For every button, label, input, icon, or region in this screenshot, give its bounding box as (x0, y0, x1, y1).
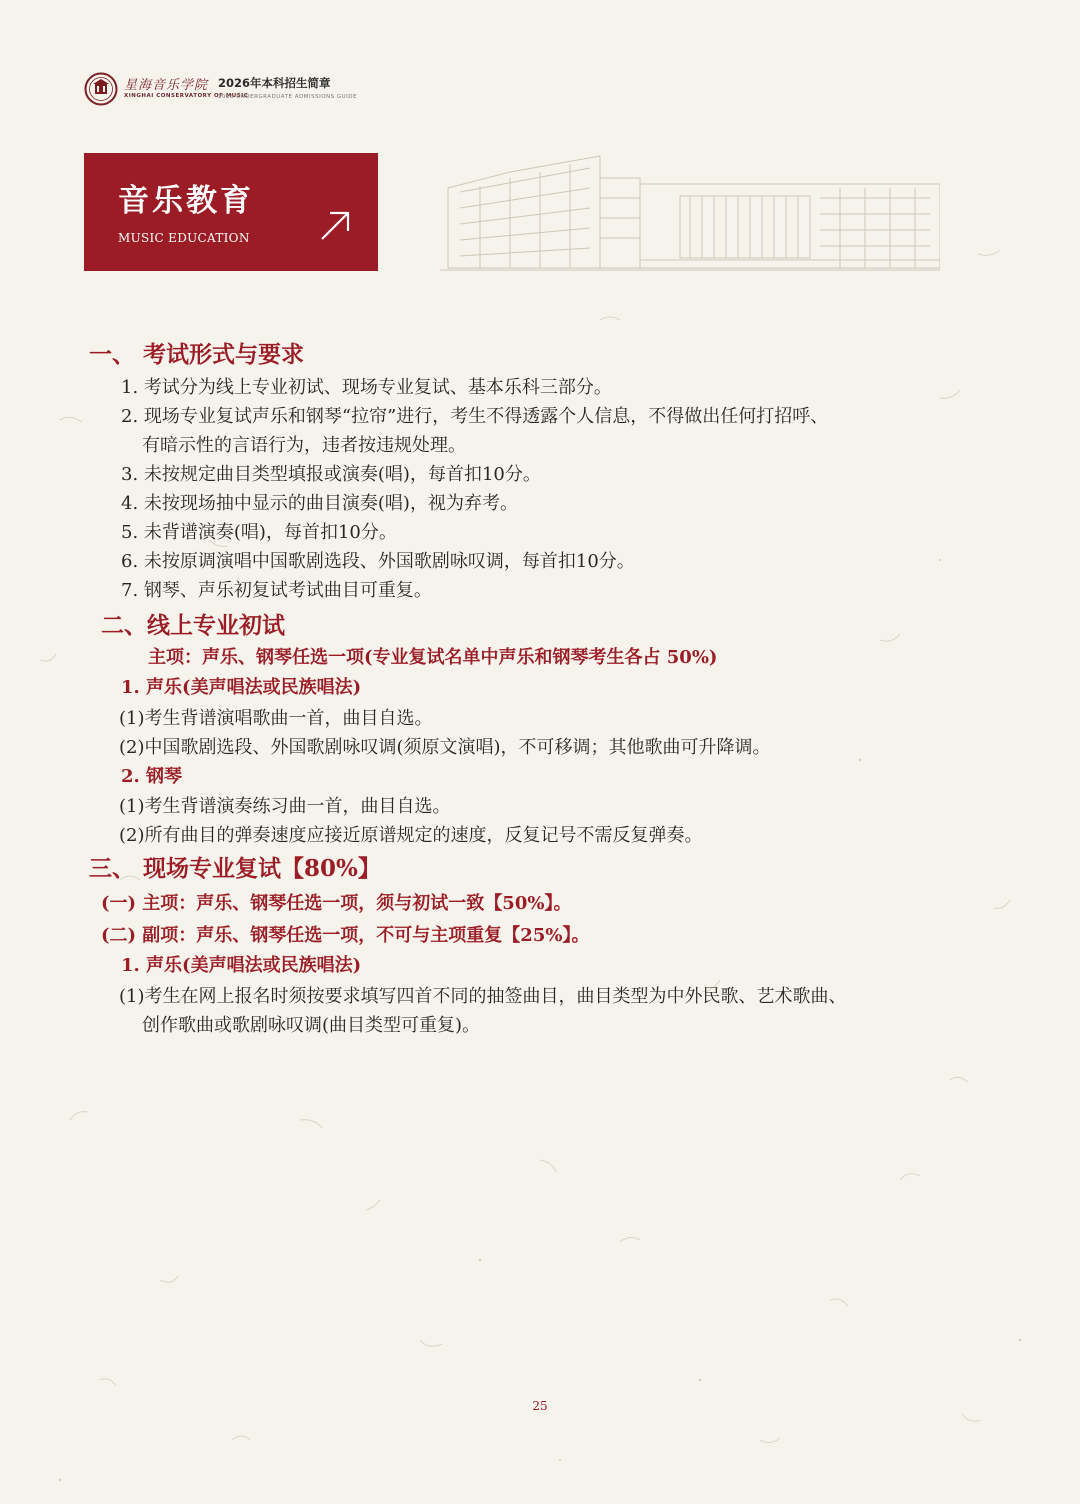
list-item: 2. 现场专业复试声乐和钢琴“拉帘”进行，考生不得透露个人信息，不得做出任何打招呼、 (121, 406, 829, 427)
list-item: (1)考生在网上报名时须按要求填写四首不同的抽签曲目，曲目类型为中外民歌、艺术歌曲、 (119, 986, 847, 1007)
main-item-note: 主项：声乐、钢琴任选一项(专业复试名单中声乐和钢琴考生各占 50%) (148, 647, 718, 668)
list-item: (2)所有曲目的弹奏速度应接近原谱规定的速度，反复记号不需反复弹奏。 (119, 825, 703, 846)
list-item: 1. 考试分为线上专业初试、现场专业复试、基本乐科三部分。 (121, 377, 612, 398)
subsection-heading: 1. 声乐(美声唱法或民族唱法) (121, 955, 362, 976)
section-subtitle: MUSIC EDUCATION (118, 231, 250, 245)
school-name-cn: 星海音乐学院 (124, 78, 209, 93)
guide-title-cn: 2026年本科招生简章 (218, 76, 331, 90)
list-item: 4. 未按现场抽中显示的曲目演奏(唱)，视为弃考。 (121, 493, 518, 514)
school-emblem-icon (84, 72, 118, 106)
minor-item-note: (二) 副项：声乐、钢琴任选一项，不可与主项重复【25%】。 (101, 925, 590, 946)
section-banner (84, 153, 378, 271)
section-1-heading: 一、 考试形式与要求 (89, 341, 305, 368)
list-item: 6. 未按原调演唱中国歌剧选段、外国歌剧咏叹调，每首扣10分。 (121, 551, 635, 572)
list-item: 5. 未背谱演奏(唱)，每首扣10分。 (121, 522, 397, 543)
section-3-heading: 三、 现场专业复试【80%】 (89, 855, 381, 882)
list-item: 创作歌曲或歌剧咏叹调(曲目类型可重复)。 (142, 1015, 481, 1036)
subsection-heading: 2. 钢琴 (121, 766, 183, 787)
list-item: (2)中国歌剧选段、外国歌剧咏叹调(须原文演唱)，不可移调；其他歌曲可升降调。 (119, 737, 771, 758)
section-title: 音乐教育 (118, 183, 254, 219)
subsection-heading: 1. 声乐(美声唱法或民族唱法) (121, 677, 362, 698)
main-item-note: (一) 主项：声乐、钢琴任选一项，须与初试一致【50%】。 (101, 893, 572, 914)
list-item: (1)考生背谱演奏练习曲一首，曲目自选。 (119, 796, 451, 817)
list-item: 3. 未按规定曲目类型填报或演奏(唱)，每首扣10分。 (121, 464, 541, 485)
list-item: (1)考生背谱演唱歌曲一首，曲目自选。 (119, 708, 433, 729)
guide-title-en: 2026 UNDERGRADUATE ADMISSIONS GUIDE (218, 94, 357, 100)
school-name-en: XINGHAI CONSERVATORY OF MUSIC (124, 93, 249, 99)
list-item: 有暗示性的言语行为，违者按违规处理。 (142, 435, 466, 456)
list-item: 7. 钢琴、声乐初复试考试曲目可重复。 (121, 580, 432, 601)
arrow-up-right-icon (318, 209, 352, 243)
page-number: 25 (532, 1399, 548, 1413)
building-illustration (440, 148, 940, 276)
section-2-heading: 二、线上专业初试 (101, 612, 285, 639)
